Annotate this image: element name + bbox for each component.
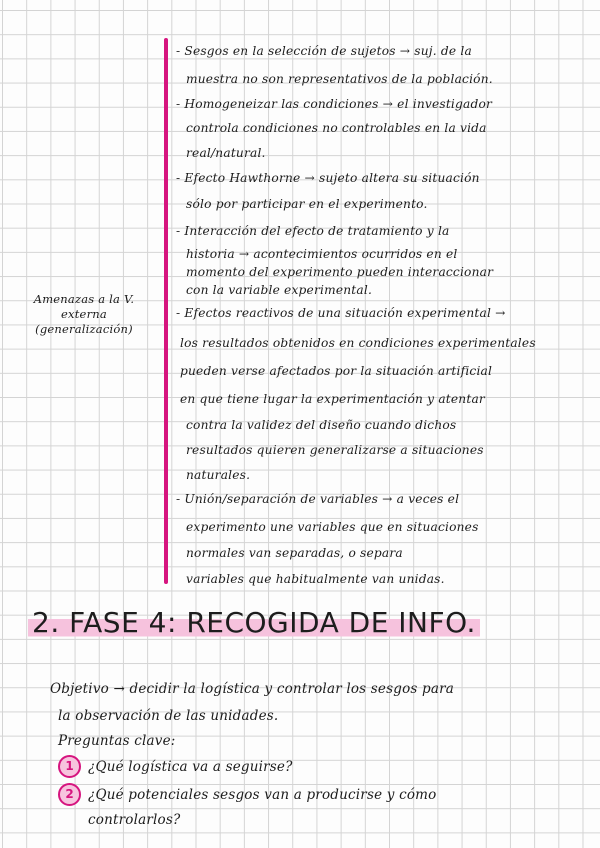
question-number-badge: 2 — [58, 783, 81, 806]
list-line: resultados quieren generalizarse a situaciones — [186, 443, 484, 457]
section-title-text: 2. FASE 4: RECOGIDA DE INFO. — [28, 606, 480, 639]
question-item-cont: controlarlos? — [88, 812, 181, 828]
list-line: muestra no son representativos de la población. — [186, 72, 493, 86]
list-line: con la variable experimental. — [186, 283, 373, 297]
list-line: - Homogeneizar las condiciones → el investigador — [176, 97, 493, 111]
list-line: real/natural. — [186, 146, 266, 160]
list-line: normales van separadas, o separa — [186, 546, 403, 560]
objective-line: Objetivo → decidir la logística y controlar los sesgos para — [50, 681, 455, 697]
list-line: variables que habitualmente van unidas. — [186, 572, 445, 586]
list-line: los resultados obtenidos en condiciones experimentales — [180, 336, 536, 350]
bracket-line — [164, 38, 168, 584]
list-line: - Sesgos en la selección de sujetos → suj. de la — [176, 44, 472, 58]
list-line: en que tiene lugar la experimentación y atentar — [180, 392, 485, 406]
question-number-badge: 1 — [58, 755, 81, 778]
list-line: sólo por participar en el experimento. — [186, 197, 428, 211]
list-line: contra la validez del diseño cuando dichos — [186, 418, 457, 432]
list-line: momento del experimento pueden interaccionar — [186, 265, 494, 279]
list-line: - Unión/separación de variables → a veces el — [176, 492, 460, 506]
list-line: experimento une variables que en situaciones — [186, 520, 479, 534]
list-line: naturales. — [186, 468, 251, 482]
questions-heading: Preguntas clave: — [58, 733, 176, 749]
question-item: ¿Qué potenciales sesgos van a producirse y cómo — [88, 787, 437, 803]
list-line: historia → acontecimientos ocurridos en el — [186, 247, 458, 261]
objective-line-cont: la observación de las unidades. — [58, 708, 279, 724]
list-line: - Interacción del efecto de tratamiento y la — [176, 224, 450, 238]
list-line: - Efecto Hawthorne → sujeto altera su situación — [176, 171, 480, 185]
side-label: Amenazas a la V. externa (generalización) — [33, 292, 135, 336]
section-title — [28, 606, 480, 639]
list-line: pueden verse afectados por la situación artificial — [180, 364, 493, 378]
list-line: controla condiciones no controlables en la vida — [186, 121, 487, 135]
list-line: - Efectos reactivos de una situación experimental → — [176, 306, 506, 320]
question-item: ¿Qué logística va a seguirse? — [88, 759, 293, 775]
